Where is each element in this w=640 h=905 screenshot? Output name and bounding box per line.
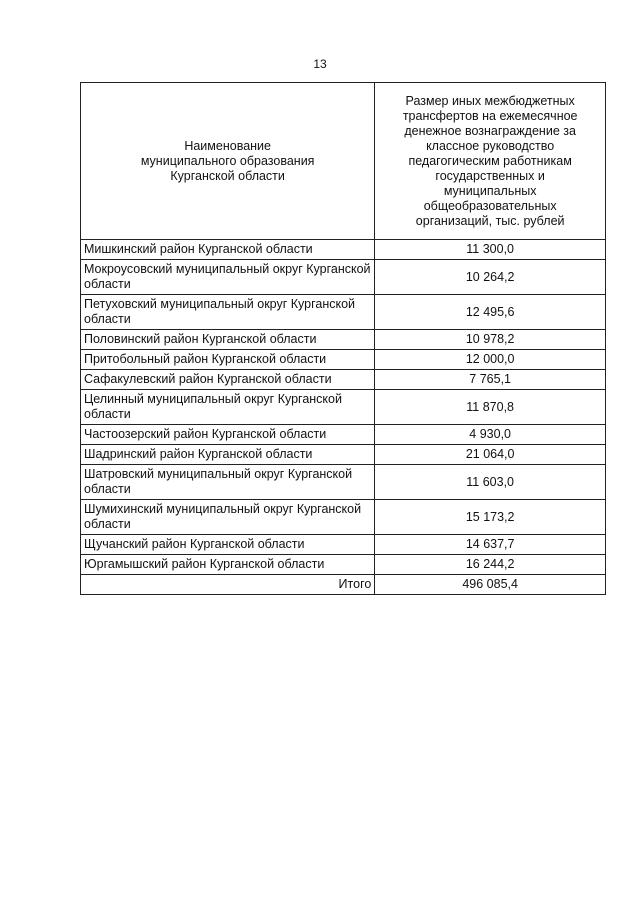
table-row bbox=[81, 445, 606, 465]
municipality-name: Петуховский муниципальный округ Курганской области bbox=[81, 295, 375, 330]
transfer-amount: 14 637,7 bbox=[375, 535, 606, 555]
total-amount: 496 085,4 bbox=[375, 575, 606, 595]
table-row bbox=[81, 425, 606, 445]
municipality-name: Юргамышский район Курганской области bbox=[81, 555, 375, 575]
table-row bbox=[81, 350, 606, 370]
municipality-name: Половинский район Курганской области bbox=[81, 330, 375, 350]
municipality-name: Мишкинский район Курганской области bbox=[81, 240, 375, 260]
table-row bbox=[81, 535, 606, 555]
transfer-amount: 12 000,0 bbox=[375, 350, 606, 370]
table-row bbox=[81, 330, 606, 350]
municipality-name: Целинный муниципальный округ Курганской области bbox=[81, 390, 375, 425]
header-municipality-name-text: Наименование муниципального образования Курганской области bbox=[140, 138, 315, 183]
municipality-name: Сафакулевский район Курганской области bbox=[81, 370, 375, 390]
transfers-table bbox=[80, 82, 606, 595]
table-row bbox=[81, 500, 606, 535]
header-municipality-name bbox=[81, 83, 375, 240]
transfer-amount: 12 495,6 bbox=[375, 295, 606, 330]
municipality-name: Частоозерский район Курганской области bbox=[81, 425, 375, 445]
municipality-name: Шадринский район Курганской области bbox=[81, 445, 375, 465]
municipality-name: Шумихинский муниципальный округ Курганской области bbox=[81, 500, 375, 535]
transfer-amount: 11 870,8 bbox=[375, 390, 606, 425]
table-row bbox=[81, 370, 606, 390]
municipality-name: Шатровский муниципальный округ Курганской области bbox=[81, 465, 375, 500]
header-transfer-amount-text: Размер иных межбюджетных трансфертов на ежемесячное денежное вознаграждение за классное руководство педагогическим работникам государственных и муниципальных общеобразовательных организаций, тыс. рублей bbox=[402, 93, 578, 228]
page-number: 13 bbox=[313, 57, 327, 71]
transfer-amount: 16 244,2 bbox=[375, 555, 606, 575]
table-row bbox=[81, 555, 606, 575]
table-row bbox=[81, 240, 606, 260]
transfer-amount: 10 264,2 bbox=[375, 260, 606, 295]
transfer-amount: 11 603,0 bbox=[375, 465, 606, 500]
municipality-name: Притобольный район Курганской области bbox=[81, 350, 375, 370]
municipality-name: Мокроусовский муниципальный округ Курганской области bbox=[81, 260, 375, 295]
municipality-name: Щучанский район Курганской области bbox=[81, 535, 375, 555]
transfer-amount: 15 173,2 bbox=[375, 500, 606, 535]
transfer-amount: 4 930,0 bbox=[375, 425, 606, 445]
header-transfer-amount bbox=[375, 83, 606, 240]
table-row bbox=[81, 295, 606, 330]
transfer-amount: 10 978,2 bbox=[375, 330, 606, 350]
transfer-amount: 11 300,0 bbox=[375, 240, 606, 260]
table-header-row bbox=[81, 83, 606, 240]
table-row bbox=[81, 465, 606, 500]
table-row bbox=[81, 260, 606, 295]
total-row bbox=[81, 575, 606, 595]
total-label: Итого bbox=[81, 575, 375, 595]
table-row bbox=[81, 390, 606, 425]
transfer-amount: 7 765,1 bbox=[375, 370, 606, 390]
transfer-amount: 21 064,0 bbox=[375, 445, 606, 465]
